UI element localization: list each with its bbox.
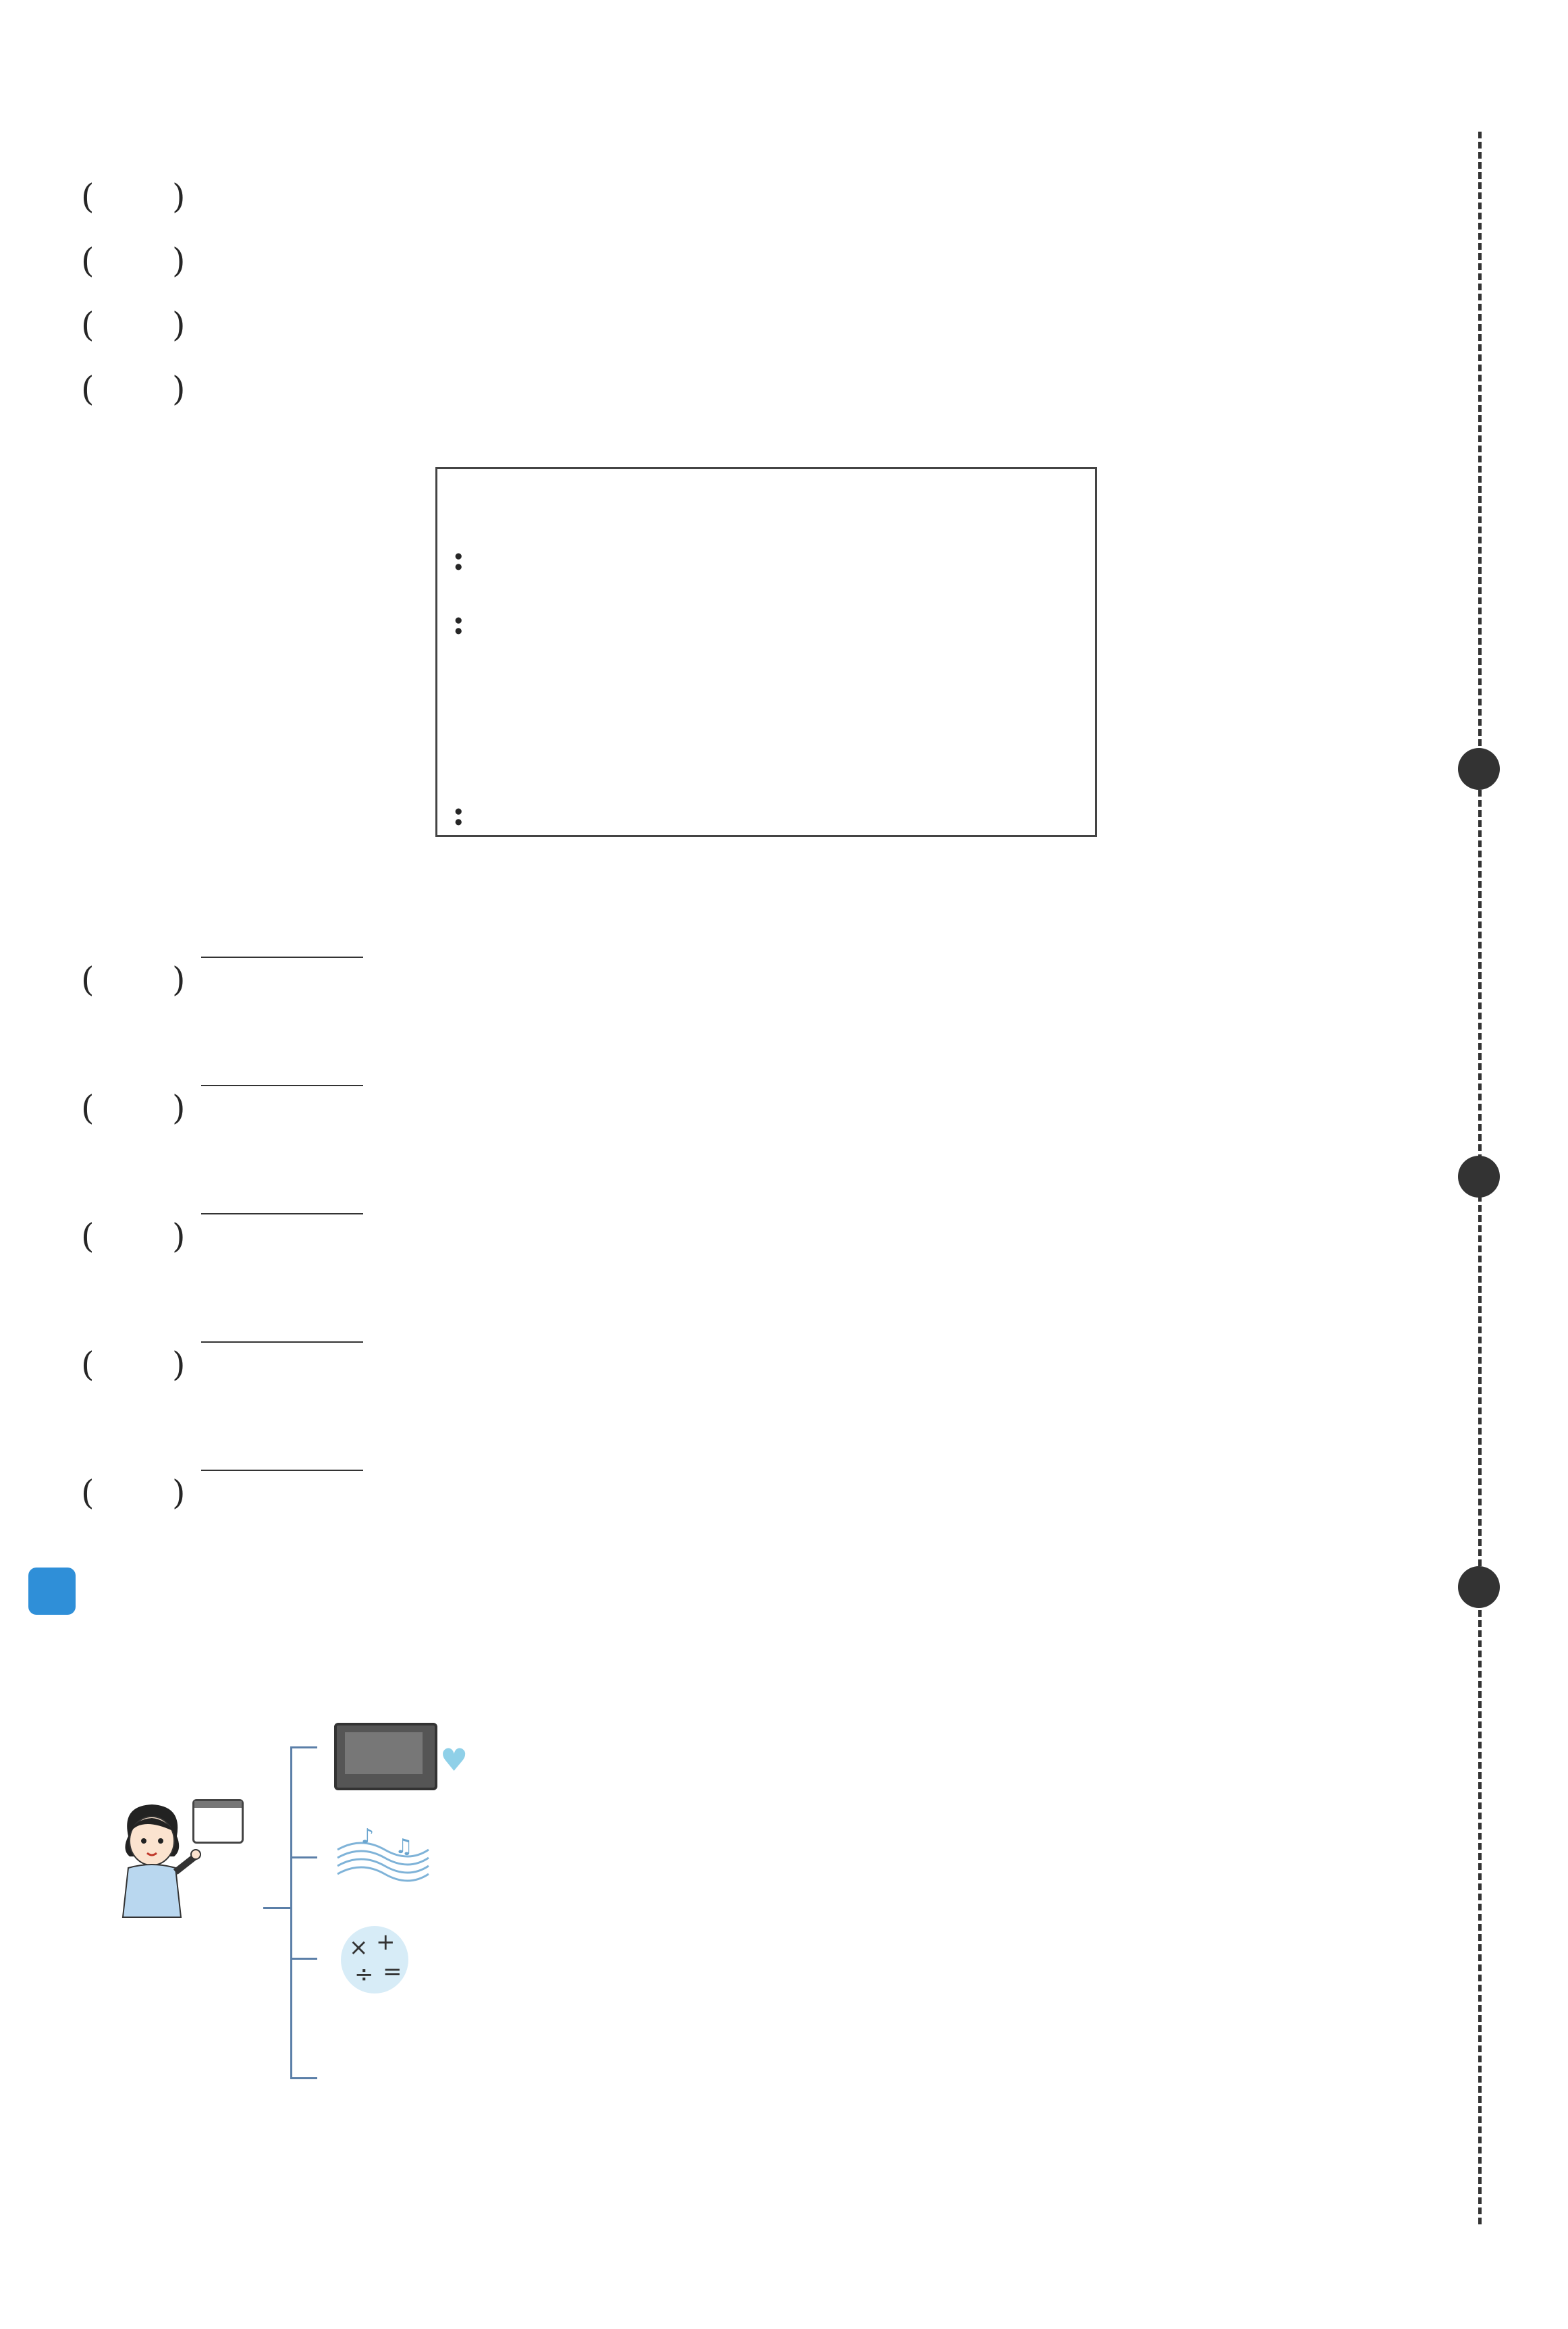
mc-question: ( ): [81, 1181, 366, 1225]
svg-text:÷: ÷: [354, 1961, 374, 1988]
bracket-stem: [263, 1907, 290, 1909]
tv-label: [345, 1732, 423, 1774]
bracket-tick: [290, 1746, 317, 1748]
seal-xian: [1458, 1566, 1500, 1608]
tf-question: ( ): [81, 241, 186, 280]
girl-illustration: [101, 1799, 202, 1927]
mc-question: ( ): [81, 925, 366, 968]
bracket-tick: [290, 1958, 317, 1960]
answer-blank: [201, 1055, 363, 1086]
poster-age: :: [452, 602, 465, 642]
tf-question: ( ): [81, 305, 186, 344]
heart-icon: ♥: [440, 1742, 468, 1778]
tf-question: ( ): [81, 177, 186, 216]
svg-text:♪: ♪: [361, 1825, 375, 1848]
answer-blank: [201, 1312, 363, 1343]
svg-text:×: ×: [349, 1934, 369, 1961]
answer-blank: [201, 1440, 363, 1471]
tv-icon: [334, 1723, 437, 1790]
music-icon: [334, 1823, 432, 1890]
mc-question: ( ): [81, 1310, 366, 1353]
svg-text:=: =: [383, 1958, 402, 1985]
poster-box: [435, 467, 1097, 837]
bracket-tick: [290, 2077, 317, 2079]
mc-question: ( ): [81, 1438, 366, 1481]
bracket-tick: [290, 1856, 317, 1858]
poster-time: :: [452, 538, 465, 578]
poster-email: :: [452, 793, 465, 833]
sports-icon: [337, 2032, 432, 2126]
svg-text:+: +: [376, 1929, 396, 1956]
section-ten-badge: [28, 1568, 76, 1615]
tf-question: ( ): [81, 369, 186, 408]
seal-mi: [1458, 748, 1500, 790]
maths-icon: [334, 1923, 415, 1997]
svg-text:♫: ♫: [395, 1835, 413, 1858]
bracket-line: [290, 1746, 292, 2077]
seal-feng: [1458, 1156, 1500, 1198]
answer-blank: [201, 927, 363, 958]
mc-question: ( ): [81, 1053, 366, 1096]
answer-blank: [201, 1183, 363, 1214]
calendar-icon: [192, 1799, 244, 1844]
